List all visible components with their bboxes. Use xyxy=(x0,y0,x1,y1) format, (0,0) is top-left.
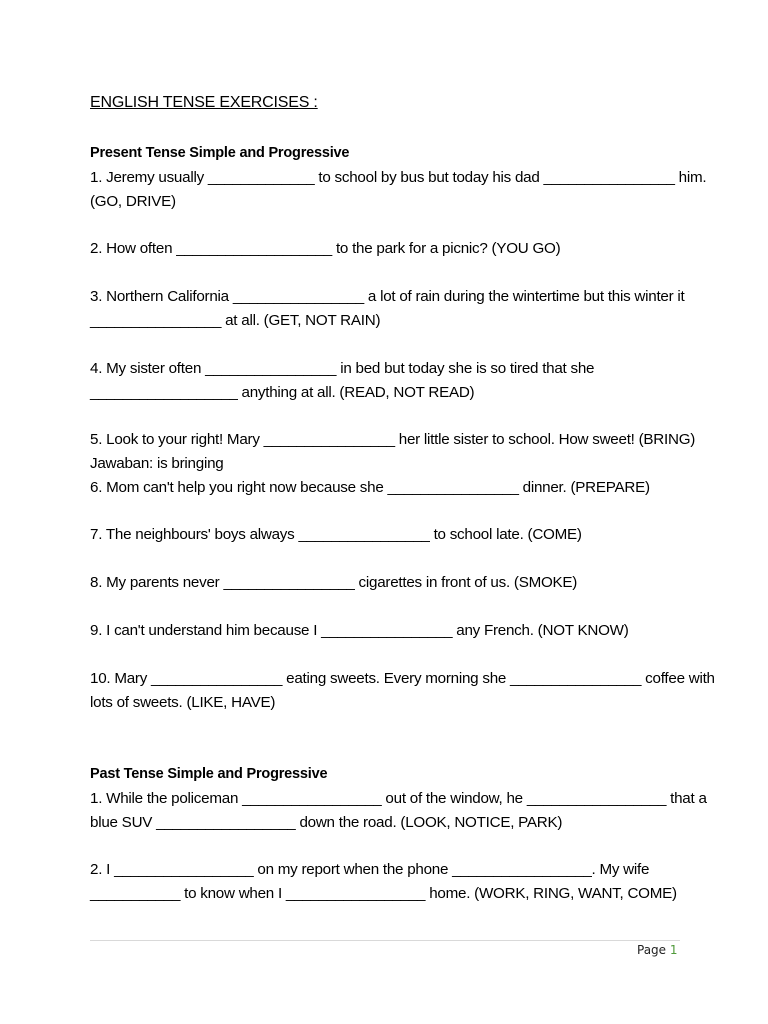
exercise-line: 1. Jeremy usually _____________ to school by bus but today his dad ________________ him. xyxy=(90,169,707,186)
exercise-line: ___________ to know when I _________________ home. (WORK, RING, WANT, COME) xyxy=(90,885,677,902)
document-title: ENGLISH TENSE EXERCISES : xyxy=(90,94,318,111)
exercise-line: 8. My parents never ________________ cigarettes in front of us. (SMOKE) xyxy=(90,574,578,591)
exercise-line: __________________ anything at all. (READ, NOT READ) xyxy=(90,384,475,401)
section-title-present: Present Tense Simple and Progressive xyxy=(90,145,350,161)
exercise-line: 2. How often ___________________ to the park for a picnic? (YOU GO) xyxy=(90,240,561,257)
exercise-line: 10. Mary ________________ eating sweets. Every morning she ________________ coffee with xyxy=(90,670,715,687)
exercise-line: 3. Northern California ________________ a lot of rain during the wintertime but this winter it xyxy=(90,288,685,305)
exercise-line: blue SUV _________________ down the road. (LOOK, NOTICE, PARK) xyxy=(90,814,563,831)
page-label: Page xyxy=(637,943,667,957)
exercise-line: 5. Look to your right! Mary ________________ her little sister to school. How sweet! (BRING) xyxy=(90,431,696,448)
exercise-line: lots of sweets. (LIKE, HAVE) xyxy=(90,694,276,711)
exercise-line: 1. While the policeman _________________ out of the window, he _________________ that a xyxy=(90,790,707,807)
exercise-line: 2. I _________________ on my report when the phone _________________. My wife xyxy=(90,861,650,878)
exercise-line: 6. Mom can't help you right now because she ________________ dinner. (PREPARE) xyxy=(90,479,650,496)
exercise-line: 9. I can't understand him because I ________________ any French. (NOT KNOW) xyxy=(90,622,629,639)
page-number-value: 1 xyxy=(669,943,678,957)
exercise-line: ________________ at all. (GET, NOT RAIN) xyxy=(90,312,381,329)
section-title-past: Past Tense Simple and Progressive xyxy=(90,766,328,782)
exercise-line: 4. My sister often ________________ in bed but today she is so tired that she xyxy=(90,360,595,377)
exercise-line: (GO, DRIVE) xyxy=(90,193,176,210)
page-number xyxy=(637,943,678,957)
footer-divider xyxy=(90,940,680,941)
answer-line: Jawaban: is bringing xyxy=(90,455,224,472)
exercise-line: 7. The neighbours' boys always ________________ to school late. (COME) xyxy=(90,526,582,543)
